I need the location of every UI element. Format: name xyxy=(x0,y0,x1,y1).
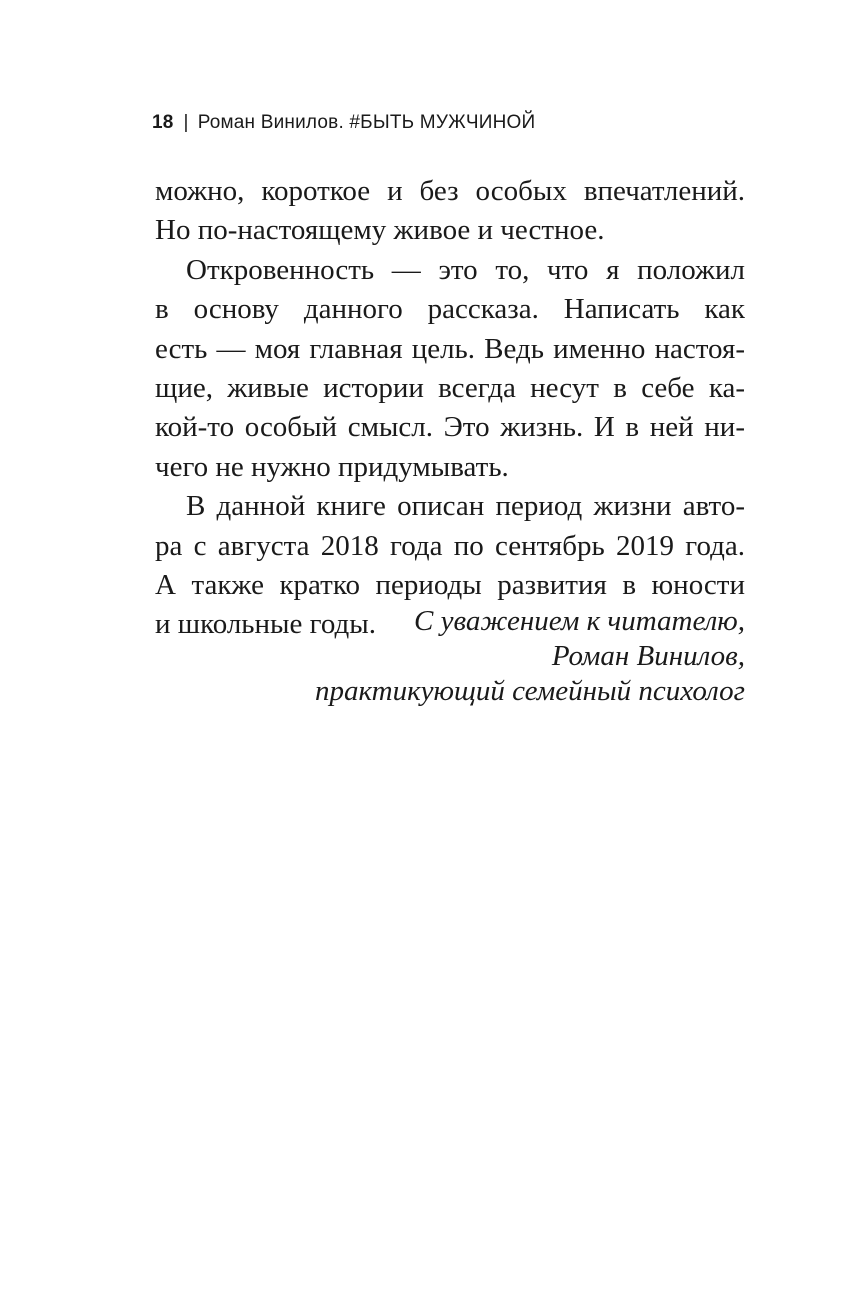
text-line: можно, короткое и без особых впечатлений. xyxy=(155,175,745,207)
text-line: ра с августа 2018 года по сентябрь 2019 года. xyxy=(155,529,745,562)
text-line: щие, живые истории всегда несут в себе ка- xyxy=(155,371,745,404)
text-line: Откровенность — это то, что я положил xyxy=(186,253,745,286)
signature-author: Роман Винилов, xyxy=(551,640,745,672)
body-text xyxy=(155,172,745,645)
text-line: чего не нужно придумывать. xyxy=(155,450,509,483)
signature-block xyxy=(155,604,745,709)
paragraph-1 xyxy=(155,172,745,251)
text-line: Но по-настоящему живое и честное. xyxy=(155,214,605,247)
signature-greeting: С уважением к читателю, xyxy=(414,605,745,637)
running-head xyxy=(152,112,535,134)
text-line: кой-то особый смысл. Это жизнь. И в ней ни- xyxy=(155,411,745,444)
text-line: в основу данного рассказа. Написать как xyxy=(155,293,745,326)
header-separator: | xyxy=(183,112,189,133)
signature-role: практикующий семейный психолог xyxy=(314,675,745,707)
text-line: и школьные годы. xyxy=(155,608,376,641)
text-line: есть — моя главная цель. Ведь именно настоя- xyxy=(155,332,745,365)
page-number: 18 xyxy=(152,112,174,133)
text-line: В данной книге описан период жизни авто- xyxy=(186,490,745,523)
book-title: Роман Винилов. #БЫТЬ МУЖЧИНОЙ xyxy=(197,112,536,133)
paragraph-2 xyxy=(155,251,745,487)
text-line: А также кратко периоды развития в юности xyxy=(155,568,745,601)
